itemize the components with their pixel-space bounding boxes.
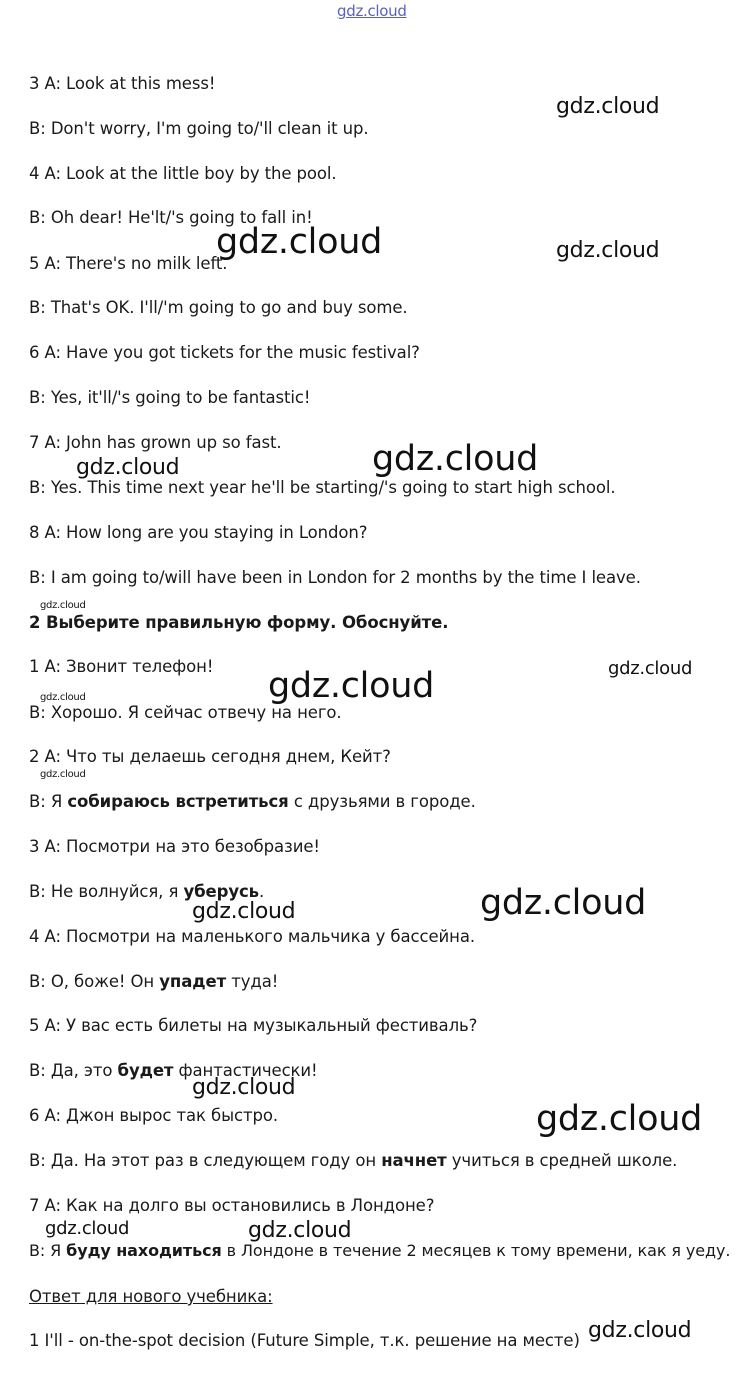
watermark: gdz.cloud — [192, 1075, 296, 1100]
english-line-12: B: I am going to/will have been in London for 2 months by the time I leave. — [29, 568, 641, 587]
russian-line-14: B: Я буду находиться в Лондоне в течение 2 месяцев к тому времени, как я уеду. — [29, 1241, 731, 1260]
watermark: gdz.cloud — [372, 439, 539, 479]
english-line-4: B: Oh dear! He'lt/'s going to fall in! — [29, 208, 313, 227]
watermark-top[interactable]: gdz.cloud — [337, 2, 407, 20]
watermark: gdz.cloud — [216, 222, 383, 262]
english-line-2: B: Don't worry, I'm going to/'ll clean it up. — [29, 119, 369, 138]
russian-line-5: 3 A: Посмотри на это безобразие! — [29, 837, 320, 856]
english-line-5: 5 A: There's no milk left. — [29, 254, 228, 273]
english-line-1: 3 A: Look at this mess! — [29, 74, 216, 93]
watermark: gdz.cloud — [556, 238, 660, 263]
english-line-9: 7 A: John has grown up so fast. — [29, 433, 282, 452]
russian-line-8: B: О, боже! Он упадет туда! — [29, 972, 279, 991]
watermark: gdz.cloud — [40, 600, 86, 611]
watermark: gdz.cloud — [480, 883, 647, 923]
section-2-heading: 2 Выберите правильную форму. Обоснуйте. — [29, 613, 449, 632]
watermark: gdz.cloud — [76, 455, 180, 480]
english-line-8: B: Yes, it'll/'s going to be fantastic! — [29, 388, 311, 407]
watermark: gdz.cloud — [40, 769, 86, 780]
watermark: gdz.cloud — [268, 666, 435, 706]
russian-line-6: B: Не волнуйся, я уберусь. — [29, 882, 265, 901]
watermark: gdz.cloud — [536, 1099, 703, 1139]
english-line-10: B: Yes. This time next year he'll be starting/'s going to start high school. — [29, 478, 616, 497]
russian-line-2: B: Хорошо. Я сейчас отвечу на него. — [29, 703, 342, 722]
watermark: gdz.cloud — [608, 658, 693, 679]
russian-line-4: B: Я собираюсь встретиться с друзьями в городе. — [29, 792, 476, 811]
russian-line-1: 1 A: Звонит телефон! — [29, 657, 214, 676]
watermark: gdz.cloud — [45, 1218, 130, 1239]
russian-line-11: 6 A: Джон вырос так быстро. — [29, 1106, 278, 1125]
watermark: gdz.cloud — [588, 1318, 692, 1343]
english-line-6: B: That's OK. I'll/'m going to go and buy some. — [29, 298, 408, 317]
watermark: gdz.cloud — [248, 1218, 352, 1243]
russian-line-13: 7 A: Как на долго вы остановились в Лондоне? — [29, 1196, 435, 1215]
answer-line-1: 1 I'll - on-the-spot decision (Future Simple, т.к. решение на месте) — [29, 1331, 580, 1350]
russian-line-9: 5 A: У вас есть билеты на музыкальный фестиваль? — [29, 1016, 478, 1035]
russian-line-10: B: Да, это будет фантастически! — [29, 1061, 318, 1080]
russian-line-12: B: Да. На этот раз в следующем году он начнет учиться в средней школе. — [29, 1151, 678, 1170]
watermark: gdz.cloud — [40, 692, 86, 703]
new-textbook-label: Ответ для нового учебника: — [29, 1287, 273, 1306]
watermark: gdz.cloud — [192, 899, 296, 924]
english-line-3: 4 A: Look at the little boy by the pool. — [29, 164, 337, 183]
english-line-7: 6 A: Have you got tickets for the music festival? — [29, 343, 420, 362]
watermark: gdz.cloud — [556, 94, 660, 119]
russian-line-7: 4 A: Посмотри на маленького мальчика у бассейна. — [29, 927, 475, 946]
russian-line-3: 2 A: Что ты делаешь сегодня днем, Кейт? — [29, 747, 391, 766]
english-line-11: 8 A: How long are you staying in London? — [29, 523, 368, 542]
